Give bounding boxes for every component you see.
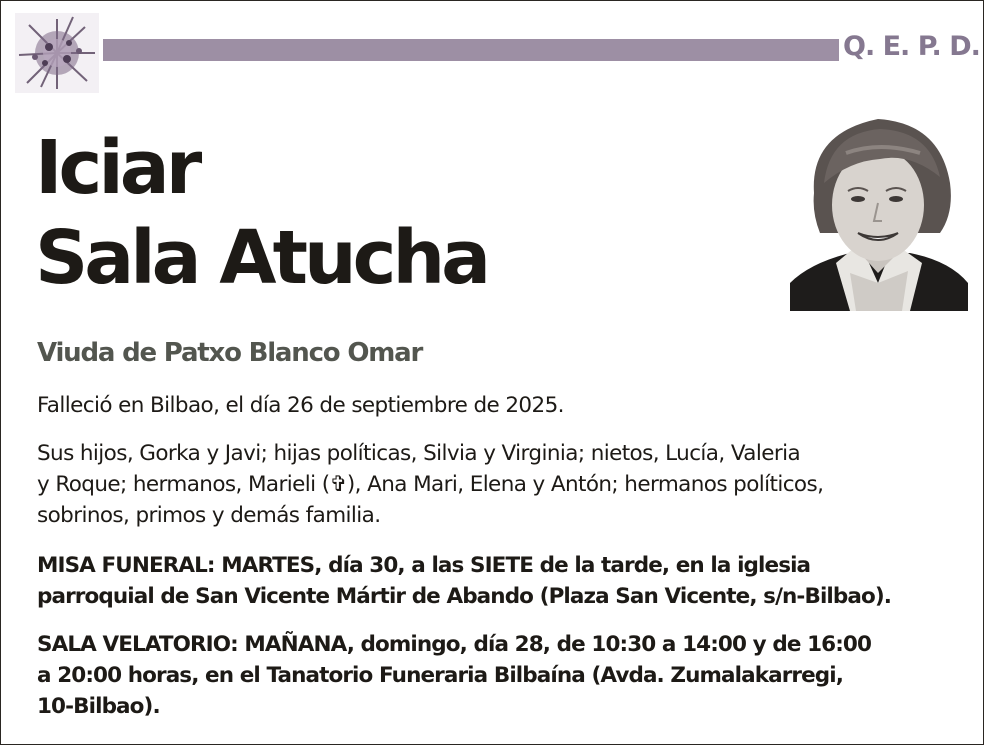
flower-ornament-icon bbox=[15, 13, 99, 93]
death-notice-text: Falleció en Bilbao, el día 26 de septiembre de 2025. bbox=[37, 393, 564, 418]
funeral-line: MISA FUNERAL: MARTES, día 30, a las SIETE de la tarde, en la iglesia bbox=[37, 553, 811, 578]
header-divider-bar bbox=[103, 39, 839, 61]
deceased-name bbox=[35, 123, 487, 303]
spouse-line: Viuda de Patxo Blanco Omar bbox=[37, 338, 423, 368]
family-line: y Roque; hermanos, Marieli (✞), Ana Mari, Elena y Antón; hermanos políticos, bbox=[37, 472, 824, 497]
first-name: Iciar bbox=[35, 125, 199, 211]
family-line: sobrinos, primos y demás familia. bbox=[37, 503, 381, 528]
funeral-line: parroquial de San Vicente Mártir de Abando (Plaza San Vicente, s/n-Bilbao). bbox=[37, 584, 892, 609]
portrait-photo bbox=[790, 113, 968, 311]
surnames: Sala Atucha bbox=[35, 215, 488, 301]
wake-line: SALA VELATORIO: MAÑANA, domingo, día 28, de 10:30 a 14:00 y de 16:00 bbox=[37, 632, 872, 657]
death-notice bbox=[37, 390, 564, 421]
family-paragraph bbox=[37, 438, 823, 531]
wake-line: 10-Bilbao). bbox=[37, 694, 160, 719]
funeral-mass-paragraph bbox=[37, 550, 891, 612]
wake-line: a 20:00 horas, en el Tanatorio Funeraria Bilbaína (Avda. Zumalakarregi, bbox=[37, 663, 844, 688]
qepd-label: Q. E. P. D. bbox=[843, 31, 980, 62]
wake-paragraph bbox=[37, 629, 871, 722]
family-line: Sus hijos, Gorka y Javi; hijas políticas, Silvia y Virginia; nietos, Lucía, Valeria bbox=[37, 441, 801, 466]
